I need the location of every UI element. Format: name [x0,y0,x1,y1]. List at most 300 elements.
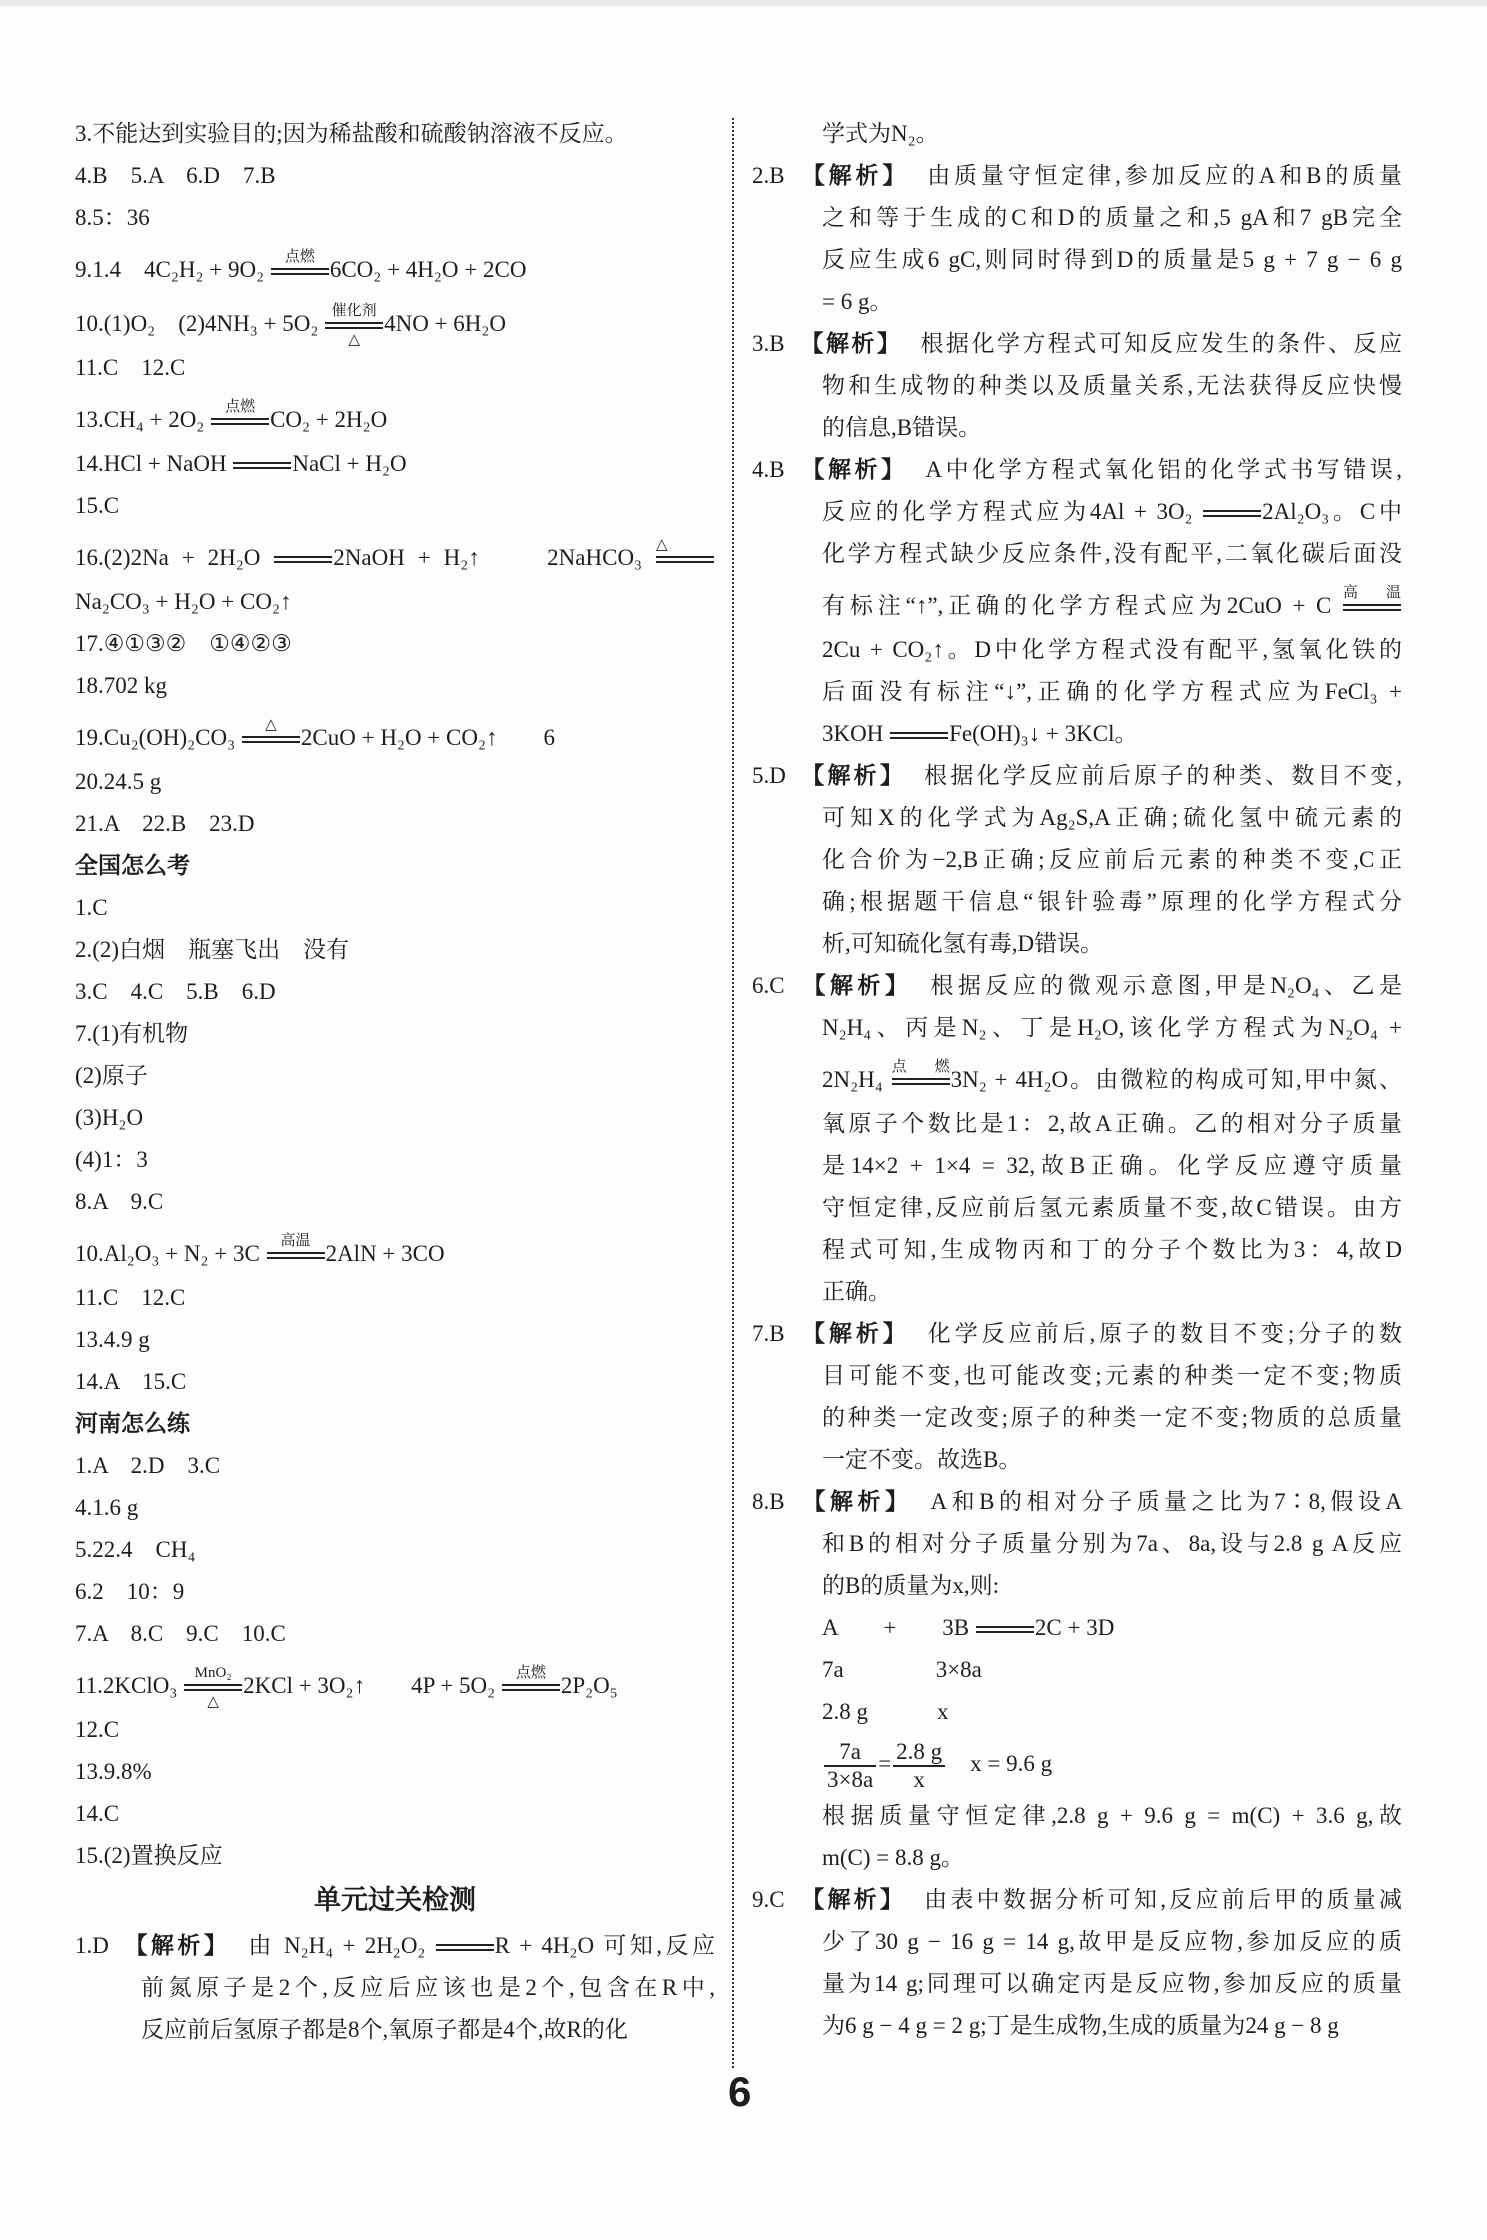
item-number: 8.B [752,1489,785,1514]
analysis-label: 【解析】 [798,163,910,189]
explanation-line [752,1229,1402,1271]
line-content [752,973,1402,998]
text-run: 由 N₂H₄ + 2H₂O₂ [248,1933,435,1958]
answer-line [75,347,715,389]
line-content [822,1531,1402,1556]
analysis-label: 【解析】 [798,973,913,999]
text-run: 2.(2)白烟 瓶塞飞出 没有 [75,937,350,962]
text-run: 14.A 15.C [75,1369,187,1394]
text-run: 反应前后氢原子都是8个,氧原子都是4个,故R的化 [141,2017,628,2042]
text-run: 7.(1)有机物 [75,1021,189,1046]
text-run: 8.A 9.C [75,1189,164,1214]
right-column [752,113,1402,2047]
explanation-line [75,1967,715,2009]
analysis-label: 【解析】 [798,763,907,789]
item-number: 9.C [752,1887,785,1912]
answer-line [75,197,715,239]
text-run: 的种类一定改变;原子的种类一定不变;物质的总质量 [822,1405,1402,1430]
line-content [822,1929,1402,1954]
line-content [822,1699,949,1724]
reaction-equals-sign [267,1233,325,1259]
answer-line [75,887,715,929]
text-run: 化合价为−2,B正确;反应前后元素的种类不变,C正 [822,847,1402,872]
text-run: 的信息,B错误。 [822,415,982,440]
reaction-equals-sign [502,1665,560,1691]
explanation-line [752,1837,1402,1879]
reaction-condition-top: 点燃 [515,1665,546,1682]
answer-line [75,1097,715,1139]
answer-line [75,1487,715,1529]
answer-line [75,1361,715,1403]
explanation-line [75,2009,715,2051]
text-run: (2)原子 [75,1063,148,1088]
text-run: 氧原子个数比是1：2,故A正确。乙的相对分子质量 [822,1111,1402,1136]
line-content [822,679,1402,704]
explanation-line [752,965,1402,1007]
explanation-line [752,671,1402,713]
answer-line [75,971,715,1013]
explanation-line [752,1879,1402,1921]
explanation-line [752,1355,1402,1397]
reaction-equals-sign [325,303,383,349]
text-run: R + 4H₂O 可知,反应 [494,1933,715,1958]
line-content [752,163,1402,188]
explanation-line [752,1103,1402,1145]
text-run: 3N₂ + 4H₂O。由微粒的构成可知,甲中氮、 [950,1067,1402,1092]
explanation-line [752,1145,1402,1187]
line-content [822,541,1402,566]
line-content [75,1801,119,1826]
explanation-line [752,113,1402,155]
text-run: 一定不变。故选B。 [822,1447,1022,1472]
explanation-line [752,797,1402,839]
page-number: 6 [728,2068,752,2115]
line-content [822,1195,1402,1220]
line-content [75,1021,188,1046]
line-content [822,1015,1402,1040]
text-run: 10.(1)O₂ (2)4NH₃ + 5O₂ [75,311,325,336]
line-content [75,163,276,188]
text-run: Fe(OH)₃↓ + 3KCl。 [949,721,1138,746]
text-run: 20.24.5 g [75,769,162,794]
text-run: 15.C [75,493,120,518]
text-run: 3KOH [822,721,890,746]
text-run: 5.22.4 CH₄ [75,1537,196,1562]
answer-line [75,155,715,197]
text-run: = 6 g。 [822,289,893,314]
line-content [822,931,1103,956]
explanation-line [752,1795,1402,1837]
line-content [822,1573,999,1598]
section-heading: 全国怎么考 [75,853,190,879]
text-run: 3.不能达到实验目的;因为稀盐酸和硫酸钠溶液不反应。 [75,121,628,146]
line-content [75,717,555,750]
text-run: A + 3B [822,1615,975,1640]
analysis-label: 【解析】 [798,1887,907,1913]
text-run: 1.A 2.D 3.C [75,1453,221,1478]
reaction-equals-sign [655,537,714,563]
line-content [75,1233,445,1266]
line-content [822,1447,1021,1472]
text-run: 2C + 3D [1034,1615,1115,1640]
line-content [75,451,407,476]
text-run: 化学反应前后,原子的数目不变;分子的数 [927,1321,1403,1346]
explanation-line [75,1925,715,1967]
reaction-equals-sign [184,1665,242,1711]
text-run: 10.Al₂O₃ + N₂ + 3C [75,1241,266,1266]
line-content [75,589,291,614]
reaction-condition-bottom: △ [207,1694,219,1711]
text-run: x = 9.6 g [947,1751,1053,1776]
text-run: 2Al₂O₃。C中 [1262,499,1402,524]
explanation-line [752,155,1402,197]
text-run: 守恒定律,反应前后氢元素质量不变,故C错误。由方 [822,1195,1402,1220]
line-content [75,121,628,146]
answer-line [75,1613,715,1655]
analysis-label: 【解析】 [798,457,908,483]
line-content [75,979,276,1004]
text-run: 是14×2 + 1×4 = 32,故B正确。化学反应遵守质量 [822,1153,1402,1178]
answer-line [75,1319,715,1361]
item-number: 6.C [752,973,785,998]
answer-line [75,1223,715,1277]
answer-line [75,1181,715,1223]
reaction-equals-sign [1203,510,1261,517]
line-content [75,1579,184,1604]
text-run: 2.8 g x [822,1699,949,1724]
column-divider [732,118,734,2068]
text-run: 4.B 5.A 6.D 7.B [75,163,276,188]
text-run: 物和生成物的种类以及质量关系,无法获得反应快慢 [822,373,1402,398]
text-run: 目可能不变,也可能改变;元素的种类一定不变;物质 [822,1363,1402,1388]
line-content [75,1665,618,1711]
explanation-line [752,1481,1402,1523]
text-run: 6.2 10：9 [75,1579,185,1604]
text-run: 2NaOH + H₂↑ 2NaHCO₃ [333,545,655,570]
explanation-line [752,1313,1402,1355]
explanation-line [752,1565,1402,1607]
line-content [822,1615,1114,1640]
answer-line [75,1139,715,1181]
text-run: 7a 3×8a [822,1657,982,1682]
explanation-line [752,1649,1402,1691]
line-content [822,1237,1402,1262]
reaction-equals-sign [890,732,948,739]
text-run: 有标注“↑”,正确的化学方程式应为2CuO + C [822,593,1342,618]
reaction-equals-sign [211,399,269,425]
text-run: CO₂ + 2H₂O [270,407,388,432]
text-run: 为6 g − 4 g = 2 g;丁是生成物,生成的质量为24 g − 8 g [822,2013,1339,2038]
text-run: 根据化学方程式可知反应发生的条件、反应 [920,331,1403,356]
text-run: 2P₂O₅ [560,1673,618,1698]
line-content [752,1321,1402,1346]
text-run: (4)1：3 [75,1147,148,1172]
reaction-condition-bottom: △ [348,332,360,349]
line-content [822,1059,1402,1092]
line-content [822,1111,1402,1136]
line-content [822,1657,982,1682]
text-run: A和B的相对分子质量之比为7∶8,假设A [930,1489,1403,1514]
reaction-condition-top: 催化剂 [331,303,377,320]
text-run: 4NO + 6H₂O [384,311,507,336]
line-content [75,493,119,518]
answer-line [75,665,715,707]
text-run: NaCl + H₂O [292,451,407,476]
reaction-equals-sign [976,1626,1034,1633]
text-run: 21.A 22.B 23.D [75,811,255,836]
line-content [822,721,1137,746]
line-content [822,585,1402,618]
explanation-line [752,575,1402,629]
line-content [75,303,507,349]
analysis-label: 【解析】 [798,1321,910,1347]
text-run: 2Cu + CO₂↑。D中化学方程式没有配平,氢氧化铁的 [822,637,1402,662]
line-content [822,2013,1339,2038]
line-content [822,1803,1402,1828]
explanation-line [752,1921,1402,1963]
line-content [822,121,939,146]
line-content [822,1845,964,1870]
text-run: Na₂CO₃ + H₂O + CO₂↑ [75,589,292,614]
explanation-line [752,2005,1402,2047]
explanation-line [752,365,1402,407]
explanation-line [752,923,1402,965]
text-run: 1.C [75,895,108,920]
reaction-condition-top: △ [655,537,668,554]
text-run: 11.C 12.C [75,355,186,380]
answer-line [75,1709,715,1751]
answer-line [75,929,715,971]
text-run: = [878,1751,892,1776]
answer-line [75,707,715,761]
text-run: 前氮原子是2个,反应后应该也是2个,包含在R中, [141,1975,715,2000]
line-content [141,2017,628,2042]
text-run: 2CuO + H₂O + CO₂↑ 6 [300,725,555,750]
analysis-label: 【解析】 [798,1489,913,1515]
text-run: 19.Cu₂(OH)₂CO₃ [75,725,241,750]
line-content [75,673,167,698]
reaction-equals-sign [1343,585,1401,611]
line-content [822,1363,1402,1388]
explanation-line [752,197,1402,239]
text-run: 反应的化学方程式应为4Al + 3O₂ [822,499,1203,524]
reaction-equals-sign [242,717,300,743]
text-run: 14.HCl + NaOH [75,451,233,476]
reaction-equals-sign [891,1059,950,1085]
answer-line [75,1655,715,1709]
answer-line [75,443,715,485]
answer-line [75,1055,715,1097]
text-run: 之和等于生成的C和D的质量之和,5 gA和7 gB完全 [822,205,1402,230]
text-run: 反应生成6 gC,则同时得到D的质量是5 g + 7 g − 6 g [822,247,1402,272]
explanation-line [752,1733,1402,1795]
text-run: 化学方程式缺少反应条件,没有配平,二氧化碳后面没 [822,541,1402,566]
line-content [822,373,1402,398]
explanation-line [752,281,1402,323]
answer-line [75,803,715,845]
line-content [75,1495,138,1520]
answer-line [75,1571,715,1613]
text-run: 量为14 g;同理可以确定丙是反应物,参加反应的质量 [822,1971,1402,1996]
text-run: 9.1.4 4C₂H₂ + 9O₂ [75,257,270,282]
text-run: 16.(2)2Na + 2H₂O [75,545,274,570]
text-run: 11.C 12.C [75,1285,186,1310]
line-content [75,1105,143,1130]
explanation-line [752,629,1402,671]
text-run: 11.2KClO₃ [75,1673,184,1698]
explanation-line [752,533,1402,575]
text-run: 13.9.8% [75,1759,152,1784]
line-content [75,937,349,962]
line-content [75,1621,286,1646]
explanation-line [752,449,1402,491]
answer-line [75,485,715,527]
text-run: (3)H₂O [75,1105,144,1130]
explanation-line [752,755,1402,797]
explanation-line [752,491,1402,533]
line-content [822,415,981,440]
line-content [75,1147,148,1172]
explanation-line [752,1049,1402,1103]
explanation-line [752,1607,1402,1649]
reaction-equals-sign [274,556,332,563]
reaction-condition-top: 高温 [1343,585,1401,602]
answer-line [75,239,715,293]
item-number: 2.B [752,163,785,188]
text-run: 由表中数据分析可知,反应前后甲的质量减 [924,1887,1403,1912]
text-run: 13.CH₄ + 2O₂ [75,407,211,432]
line-content [75,1933,715,1958]
answer-line [75,581,715,623]
explanation-line [752,881,1402,923]
answer-line [75,761,715,803]
explanation-line [752,1007,1402,1049]
explanation-line [752,323,1402,365]
text-run: 析,可知硫化氢有毒,D错误。 [822,931,1104,956]
line-content [822,805,1402,830]
text-run: 根据化学反应前后原子的种类、数目不变, [924,763,1403,788]
text-run: 15.(2)置换反应 [75,1843,223,1868]
line-content [75,1063,148,1088]
text-run: 13.4.9 g [75,1327,150,1352]
reaction-condition-top: 点燃 [891,1059,950,1076]
explanation-line [752,1691,1402,1733]
line-content [75,1285,185,1310]
text-run: 正确。 [822,1279,891,1304]
line-content [752,457,1402,482]
reaction-condition-top: 点燃 [225,399,256,416]
text-run: 2KCl + 3O₂↑ 4P + 5O₂ [243,1673,501,1698]
text-run: 学式为N₂。 [822,121,939,146]
analysis-label: 【解析】 [798,331,903,357]
explanation-line [752,1271,1402,1313]
line-content [822,247,1402,272]
text-run: N₂H₄、丙是N₂、丁是H₂O,该化学方程式为N₂O₄ + [822,1015,1402,1040]
text-run: 4.1.6 g [75,1495,139,1520]
line-content [822,205,1402,230]
text-run: 程式可知,生成物丙和丁的分子个数比为3：4,故D [822,1237,1402,1262]
fraction [824,1739,876,1793]
fraction-denominator: x [913,1766,925,1792]
text-run: 根据反应的微观示意图,甲是N₂O₄、乙是 [930,973,1403,998]
item-number: 1.D [75,1933,109,1958]
item-number: 4.B [752,457,785,482]
fraction-denominator: 3×8a [827,1766,874,1792]
line-content [75,769,161,794]
line-content [822,889,1402,914]
explanation-line [752,1963,1402,2005]
text-run: 12.C [75,1717,120,1742]
answer-line [75,1835,715,1877]
reaction-condition-top: MnO₂ [194,1665,232,1682]
line-content [822,847,1402,872]
line-content [75,811,255,836]
answer-line [75,1445,715,1487]
line-content [752,331,1402,356]
explanation-line [752,713,1402,755]
explanation-line [752,1397,1402,1439]
answer-line [75,1277,715,1319]
answer-line [75,527,715,581]
section-title: 单元过关检测 [314,1885,476,1916]
analysis-label: 【解析】 [121,1933,231,1959]
answer-line [75,113,715,155]
line-content [822,1971,1402,1996]
answer-line [75,1529,715,1571]
fraction [893,1739,945,1793]
line-content [75,205,150,230]
text-run: 18.702 kg [75,673,167,698]
fraction-numerator: 7a [824,1739,876,1767]
text-run: 17.④①③② ①④②③ [75,631,292,656]
line-content [75,399,388,432]
line-content [75,355,185,380]
text-run: 由质量守恒定律,参加反应的A和B的质量 [927,163,1403,188]
answer-line [75,1751,715,1793]
left-column [75,113,715,2051]
answer-line [75,293,715,347]
line-content [75,1189,163,1214]
line-content [141,1975,715,2000]
text-run: A中化学方程式氧化铝的化学式书写错误, [925,457,1402,482]
reaction-condition-top: △ [265,717,277,734]
explanation-line [752,1439,1402,1481]
text-run: 确;根据题干信息“银针验毒”原理的化学方程式分 [822,889,1402,914]
explanation-line [752,1523,1402,1565]
text-run: m(C) = 8.8 g。 [822,1845,965,1870]
line-content [752,763,1402,788]
text-run: 可知X的化学式为Ag₂S,A正确;硫化氢中硫元素的 [822,805,1402,830]
text-run: 后面没有标注“↓”,正确的化学方程式应为FeCl₃ + [822,679,1402,704]
explanation-line [752,839,1402,881]
line-content [822,1405,1402,1430]
fraction-numerator: 2.8 g [893,1739,945,1767]
text-run: 的B的质量为x,则: [822,1573,999,1598]
section-heading: 河南怎么练 [75,1411,190,1437]
text-run: 8.5：36 [75,205,150,230]
text-run: 14.C [75,1801,120,1826]
answer-line [75,1013,715,1055]
line-content [75,1537,195,1562]
line-content [75,631,292,656]
answer-line [75,623,715,665]
text-run: 2AlN + 3CO [325,1241,445,1266]
explanation-line [752,239,1402,281]
text-run: 6CO₂ + 4H₂O + 2CO [329,257,527,282]
line-content [75,1327,150,1352]
text-run: 3.C 4.C 5.B 6.D [75,979,276,1004]
reaction-condition-top: 高温 [280,1233,311,1250]
